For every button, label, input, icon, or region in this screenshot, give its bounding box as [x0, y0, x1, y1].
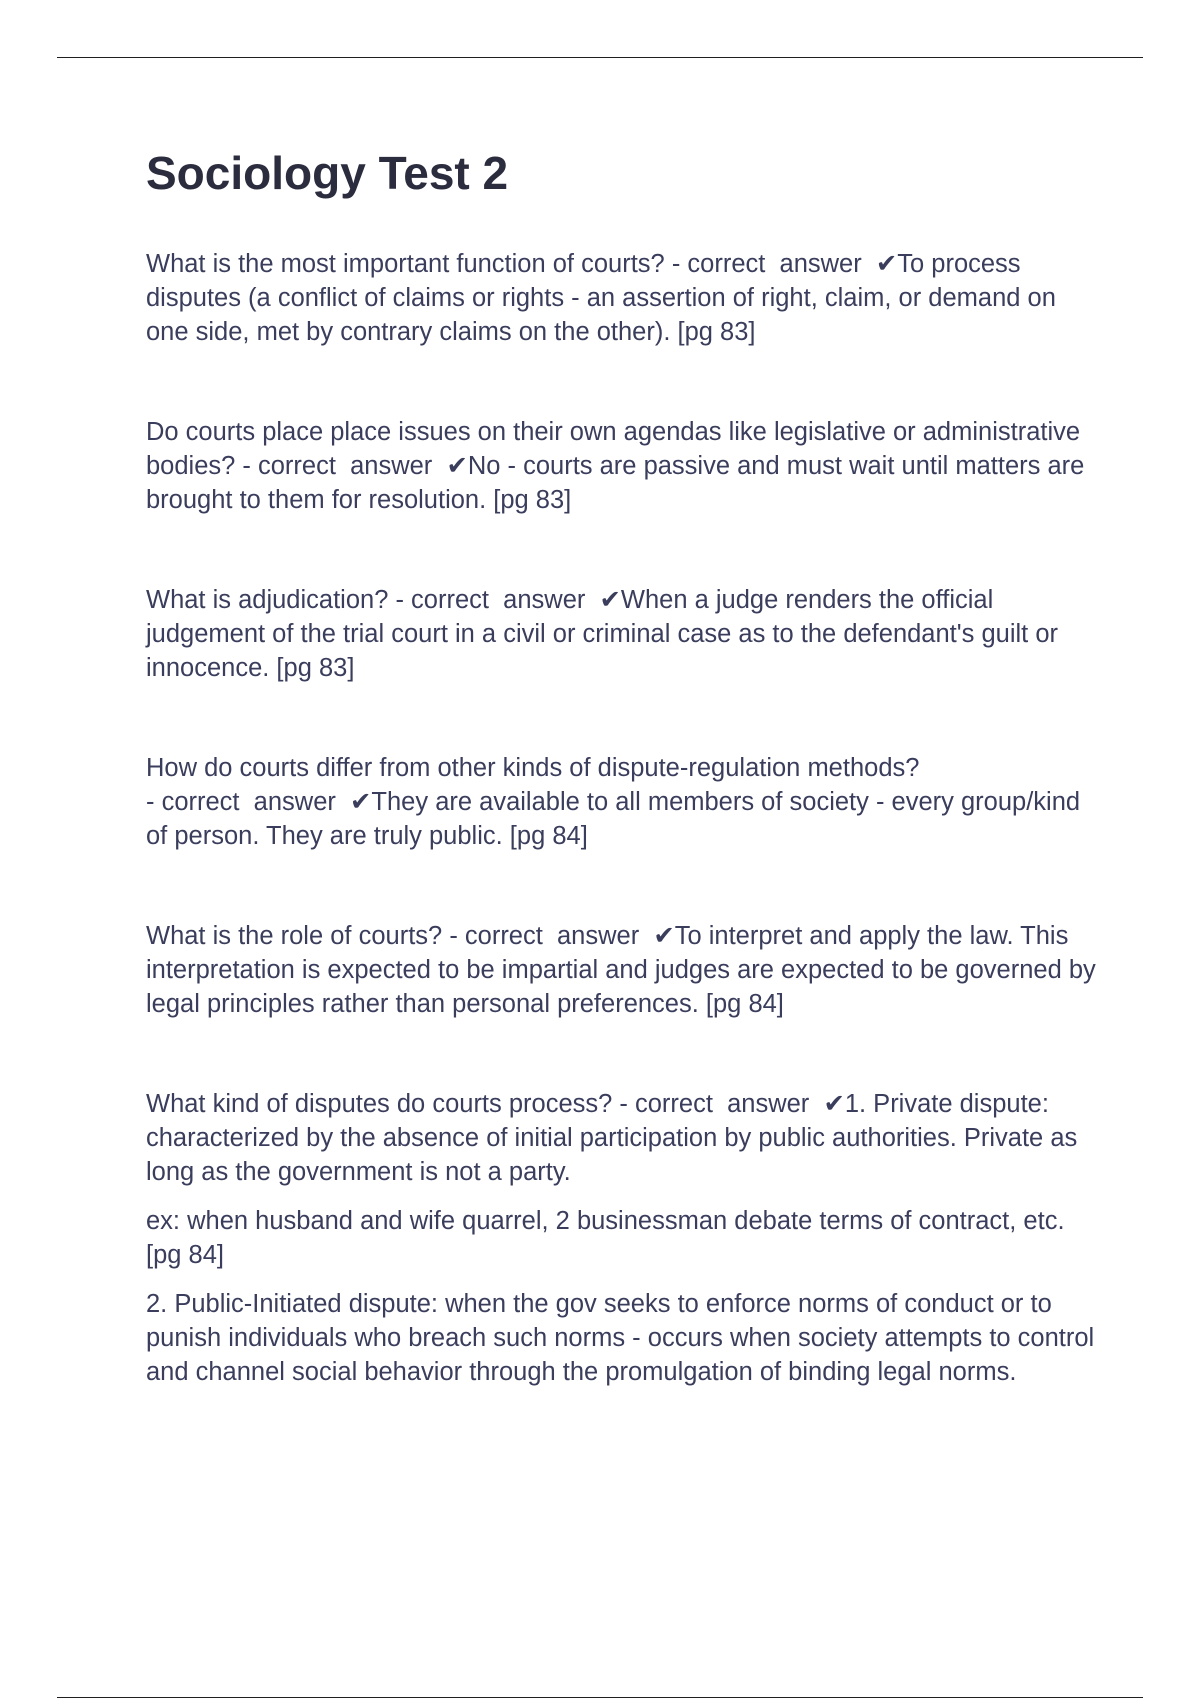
question-text: What is adjudication?	[146, 586, 396, 614]
question-text: Do courts place place issues on their own agendas like legislative or administrative bodies?	[146, 418, 1081, 480]
qa-list	[146, 247, 1096, 1389]
answer-marker: - correct answer ✔	[449, 922, 675, 950]
document-body	[146, 146, 1096, 1455]
qa-item	[146, 919, 1096, 1021]
document-title: Sociology Test 2	[146, 147, 509, 199]
answer-marker: - correct answer ✔	[619, 1090, 845, 1118]
answer-text: No - courts are passive and must wait until matters are brought to them for resolution. [pg 83]	[146, 452, 1085, 514]
qa-paragraph	[146, 247, 1096, 349]
bottom-rule	[57, 1697, 1143, 1698]
answer-text: They are available to all members of society - every group/kind of person. They are truly public. [pg 84]	[146, 788, 1081, 850]
qa-paragraph	[146, 919, 1096, 1021]
answer-marker: - correct answer ✔	[146, 788, 372, 816]
qa-item	[146, 1087, 1096, 1389]
answer-continuation: 2. Public-Initiated dispute: when the gov seeks to enforce norms of conduct or to punish individuals who breach such norms - occurs when society attempts to control and channel social behavior through the promulgation of binding legal norms.	[146, 1290, 1095, 1386]
answer-text: When a judge renders the official judgement of the trial court in a civil or criminal case as to the defendant's guilt or innocence. [pg 83]	[146, 586, 1058, 682]
question-text: How do courts differ from other kinds of dispute-regulation methods?	[146, 754, 920, 782]
qa-item	[146, 415, 1096, 517]
answer-marker: - correct answer ✔	[395, 586, 621, 614]
answer-text: To process disputes (a conflict of claims or rights - an assertion of right, claim, or demand on one side, met by contrary claims on the other). [pg 83]	[146, 250, 1056, 346]
qa-paragraph	[146, 583, 1096, 685]
question-text: What is the role of courts?	[146, 922, 450, 950]
answer-continuation: ex: when husband and wife quarrel, 2 businessman debate terms of contract, etc. [pg 84]	[146, 1207, 1065, 1269]
answer-marker: - correct answer ✔	[671, 250, 898, 278]
question-text: What kind of disputes do courts process?	[146, 1090, 620, 1118]
question-text: What is the most important function of courts?	[146, 250, 672, 278]
qa-item	[146, 751, 1096, 853]
top-rule	[57, 57, 1143, 58]
qa-paragraph	[146, 415, 1096, 517]
answer-text: To interpret and apply the law. This interpretation is expected to be impartial and judges are expected to be governed by legal principles rather than personal preferences. [pg 84]	[146, 922, 1096, 1018]
qa-paragraph	[146, 751, 1096, 853]
qa-item	[146, 583, 1096, 685]
answer-text: 1. Private dispute: characterized by the absence of initial participation by public authorities. Private as long as the government is not a party.	[146, 1090, 1078, 1186]
qa-item	[146, 247, 1096, 349]
qa-paragraph	[146, 1087, 1096, 1189]
answer-marker: - correct answer ✔	[242, 452, 468, 480]
